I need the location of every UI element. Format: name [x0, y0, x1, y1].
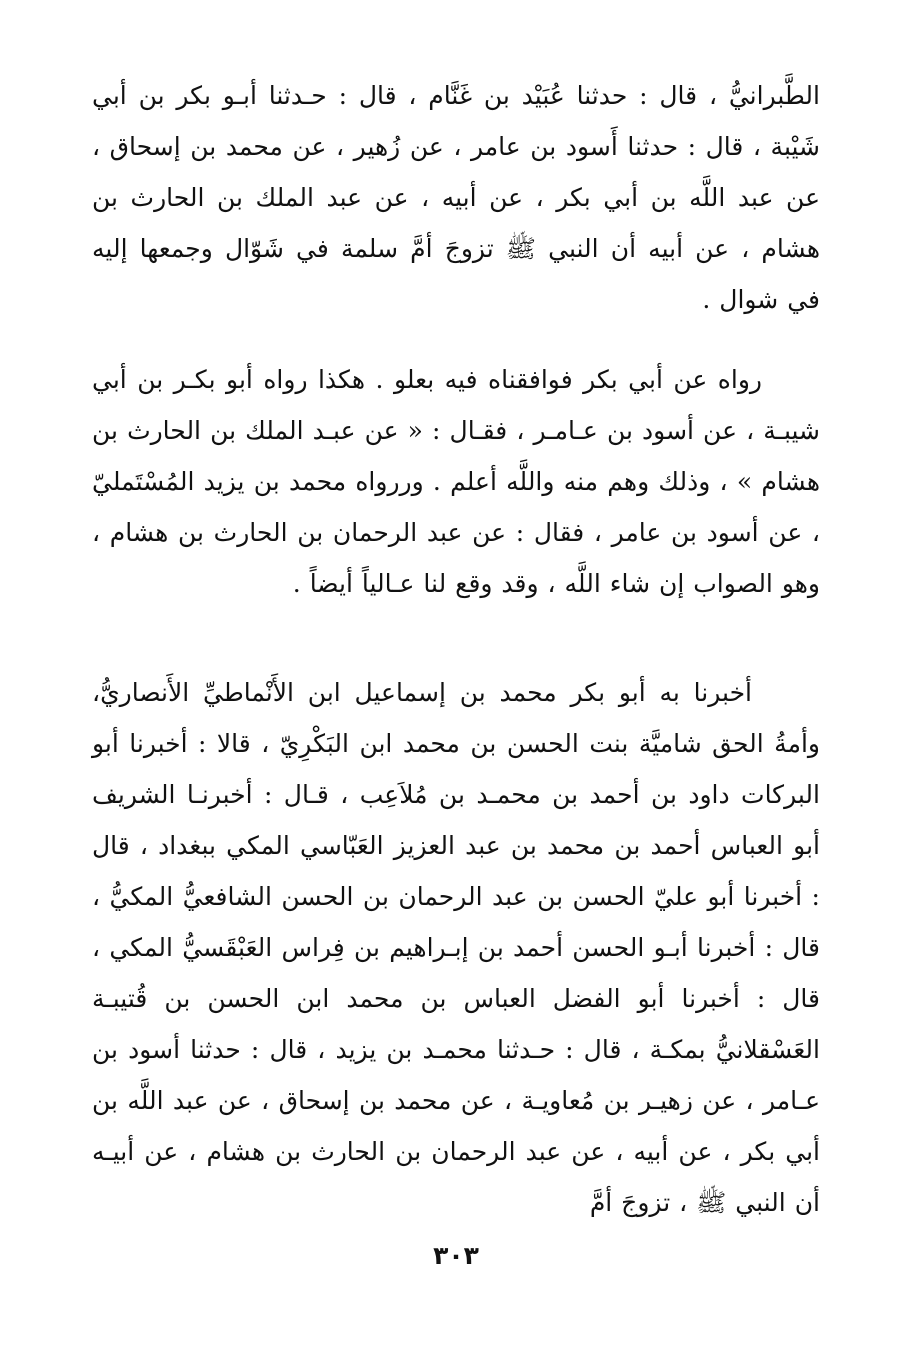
- paragraph-2: رواه عن أبي بكر فوافقناه فيه بعلو . هكذا رواه أبو بكـر بن أبي شيبـة ، عن أسود بن عـامـر ، فقـال : « عن عبـد الملك بن الحارث بن هشام » ، وذلك وهم منه واللَّه أعلم . وررواه محمد بن يزيد المُسْتَمليّ ، عن أسود بن عامر ، فقال : عن عبد الرحمان بن الحارث بن هشام ، وهو الصواب إن شاء اللَّه ، وقد وقع لنا عـالياً أيضاً .: [92, 365, 820, 598]
- paragraph-1: الطَّبرانيُّ ، قال : حدثنا عُبَيْد بن غَنَّام ، قال : حـدثنا أبـو بكر بن أبي شَيْبة ، قال : حدثنا أَسود بن عامر ، عن زُهير ، عن محمد بن إسحاق ، عن عبد اللَّه بن أبي بكر ، عن أبيه ، عن عبد الملك بن الحارث بن هشام ، عن أبيه أن النبي ﷺ تزوجَ أمَّ سلمة في شَوّال وجمعها إليه في شوال .: [92, 81, 820, 314]
- book-page: [92, 70, 820, 1290]
- paragraph-3: أخبرنا به أبو بكر محمد بن إسماعيل ابن الأَنْماطيِّ الأَنصاريُّ، وأمةُ الحق شاميَّة بنت الحسن بن محمد ابن البَكْرِيّ ، قالا : أخبرنا أبو البركات داود بن أحمد بن محمـد بن مُلاَعِب ، قـال : أخبرنـا الشريف أبو العباس أحمد بن محمد بن عبد العزيز العَبّاسي المكي ببغداد ، قال : أخبرنا أبو عليّ الحسن بن عبد الرحمان بن الحسن الشافعيُّ المكيُّ ، قال : أخبرنا أبـو الحسن أحمد بن إبـراهيم بن فِراس العَبْقَسيُّ المكي ، قال : أخبرنا أبو الفضل العباس بن محمد ابن الحسن بن قُتيبـة العَسْقلانيُّ بمكـة ، قال : حـدثنا محمـد بن يزيد ، قال : حدثنا أسود بن عـامر ، عن زهيـر بن مُعاويـة ، عن محمد بن إسحاق ، عن عبد اللَّه بن أبي بكر ، عن أبيه ، عن عبد الرحمان بن الحارث بن هشام ، عن أبيـه أن النبي ﷺ ، تزوجَ أمَّ: [92, 678, 820, 1217]
- page-number: ٣٠٣: [433, 1241, 479, 1270]
